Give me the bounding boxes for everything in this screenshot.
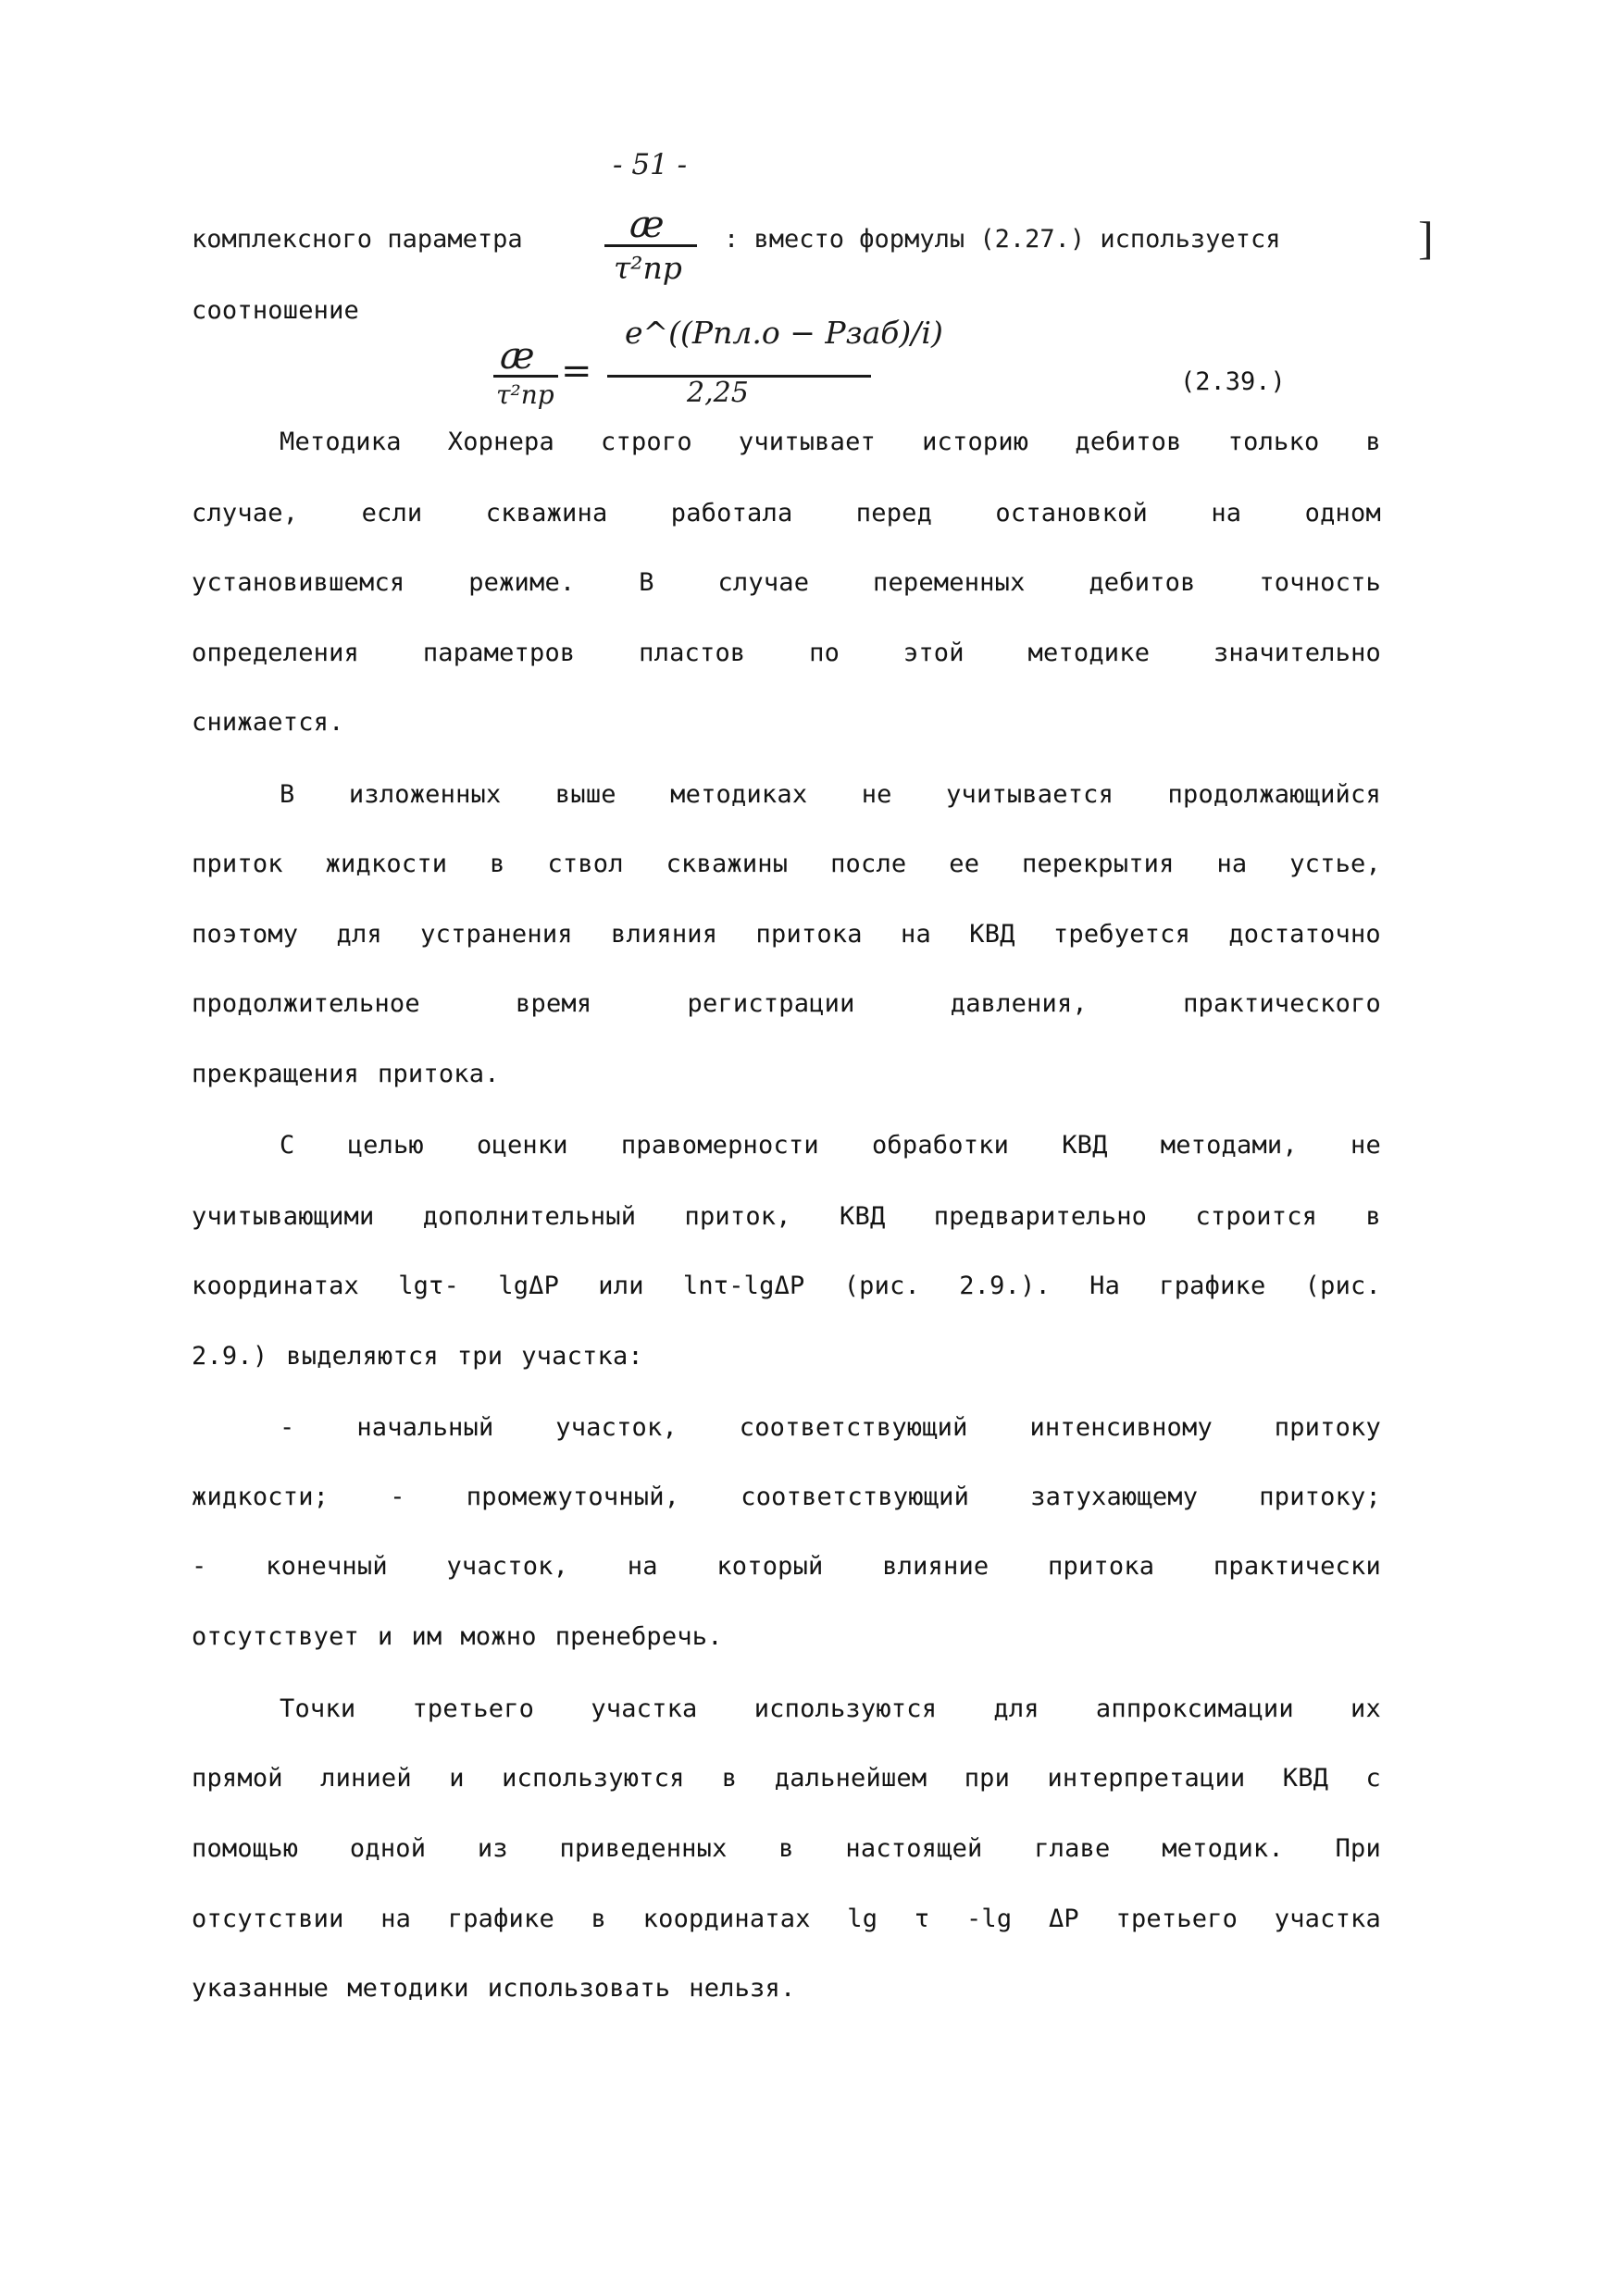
word: В (280, 780, 295, 809)
formula-top-numerator: æ (629, 204, 665, 246)
text-line (192, 708, 1381, 754)
word: на (380, 1905, 412, 1933)
word: выделяются (286, 1342, 439, 1371)
word: три (456, 1342, 504, 1371)
word: (рис. (1304, 1272, 1381, 1300)
word: и (378, 1622, 393, 1651)
word: главе (1034, 1834, 1111, 1863)
word: в (490, 850, 505, 878)
word: после (830, 850, 907, 878)
word: помощью (192, 1834, 299, 1863)
text-line (280, 780, 1381, 826)
word: или (598, 1272, 644, 1300)
word: учитывается (946, 780, 1114, 809)
word: участок, (555, 1413, 678, 1442)
word: влияние (882, 1552, 989, 1581)
word: переменных (872, 568, 1026, 597)
word: остановкой (995, 499, 1148, 527)
formula-top-fraction-bar (604, 244, 697, 247)
word: определения (192, 639, 360, 667)
word: дальнейшем (774, 1764, 927, 1793)
word: Методика (280, 428, 402, 456)
text-line (192, 639, 1381, 685)
word: поэтому (192, 920, 299, 949)
word: жидкости; (192, 1483, 330, 1511)
text-line (280, 1131, 1381, 1177)
word: методиках (670, 780, 808, 809)
text-line (192, 850, 1381, 896)
word: значительно (1213, 639, 1381, 667)
word: -lg (965, 1905, 1013, 1933)
word: продолжительное (192, 989, 420, 1018)
word: в (1365, 1202, 1381, 1231)
word: в (721, 1764, 738, 1793)
word: для (993, 1694, 1039, 1723)
word: τ (914, 1905, 930, 1933)
text-line (192, 1552, 1381, 1598)
word: lgΔP (498, 1272, 560, 1300)
word: продолжающийся (1167, 780, 1381, 809)
formula-top-suffix: : вместо формулы (2.27.) используется (724, 225, 1281, 254)
word: одной (349, 1834, 427, 1863)
word: жидкости (325, 850, 448, 878)
text-line (192, 1905, 1381, 1951)
word: (рис. (843, 1272, 920, 1300)
word: прекращения (192, 1060, 360, 1088)
word: из (477, 1834, 508, 1863)
word: прямой (192, 1764, 283, 1793)
word: изложенных (348, 780, 502, 809)
word: с (1365, 1764, 1381, 1793)
word: устранения (420, 920, 573, 949)
word: используются (753, 1694, 938, 1723)
word: можно (460, 1622, 537, 1651)
word: историю (922, 428, 1029, 456)
text-line (192, 1974, 1381, 2020)
word: методике (1027, 639, 1151, 667)
formula-rhs-numerator: e^((Pпл.o − Pзаб)/i) (625, 315, 943, 351)
word: координатах (642, 1905, 811, 1933)
formula-lhs-denominator: τ²пр (496, 379, 554, 410)
word: третьего (412, 1694, 535, 1723)
text-line (280, 1694, 1381, 1741)
word: участка: (521, 1342, 643, 1371)
word: lgτ- (398, 1272, 460, 1300)
word: предварительно (933, 1202, 1148, 1231)
word: перекрытия (1022, 850, 1175, 878)
word: достаточно (1228, 920, 1381, 949)
word: lnτ-lgΔP (682, 1272, 805, 1300)
word: соответствующий (741, 1483, 970, 1511)
formula-equals: = (561, 350, 592, 392)
word: методами, (1160, 1131, 1298, 1160)
text-line (192, 1764, 1381, 1810)
word: отсутствии (192, 1905, 344, 1933)
word: участка (1274, 1905, 1381, 1933)
text-line (280, 428, 1381, 474)
text-line (192, 920, 1381, 966)
word: скважины (666, 850, 789, 878)
word: графике (1159, 1272, 1266, 1300)
word: снижается. (192, 708, 344, 737)
word: КВД (1062, 1131, 1108, 1160)
word: методики (347, 1974, 469, 2003)
word: при (964, 1764, 1011, 1793)
word: давления, (950, 989, 1088, 1018)
text-line (192, 1834, 1381, 1880)
word: методик. (1162, 1834, 1284, 1863)
word: КВД (840, 1202, 886, 1231)
word: одном (1304, 499, 1381, 527)
word: дебитов (1089, 568, 1196, 597)
word: графике (447, 1905, 554, 1933)
word: притоку (1274, 1413, 1381, 1442)
word: дополнительный (422, 1202, 637, 1231)
word: учитывает (738, 428, 876, 456)
word: не (861, 780, 892, 809)
word: притока (1048, 1552, 1155, 1581)
word: аппроксимации (1095, 1694, 1294, 1723)
word: случае (717, 568, 810, 597)
word: выше (554, 780, 616, 809)
word: практически (1213, 1552, 1381, 1581)
formula-top-prefix: комплексного параметра (192, 225, 523, 254)
word: если (361, 499, 423, 527)
page-number: - 51 - (613, 148, 688, 181)
word: При (1335, 1834, 1381, 1863)
word: участка (591, 1694, 698, 1723)
word: работала (670, 499, 793, 527)
word: координатах (192, 1272, 360, 1300)
word: настоящей (845, 1834, 983, 1863)
word: режиме. (468, 568, 576, 597)
word: целью (347, 1131, 424, 1160)
word: На (1089, 1272, 1121, 1300)
word: строится (1195, 1202, 1318, 1231)
word: и (449, 1764, 465, 1793)
word: - (390, 1483, 405, 1511)
word: указанные (192, 1974, 330, 2003)
word: Хорнера (447, 428, 554, 456)
word: КВД (969, 920, 1015, 949)
word: ΔP (1048, 1905, 1079, 1933)
text-line (280, 1413, 1381, 1459)
word: перед (855, 499, 933, 527)
word: конечный (266, 1552, 388, 1581)
word: приведенных (559, 1834, 728, 1863)
word: требуется (1052, 920, 1191, 949)
formula-rhs-denominator: 2,25 (687, 377, 749, 409)
formula-intro-text: соотношение (192, 296, 360, 325)
word: на (1216, 850, 1248, 878)
word: начальный (356, 1413, 494, 1442)
word: строго (601, 428, 692, 456)
word: практического (1183, 989, 1381, 1018)
word: интенсивному (1029, 1413, 1213, 1442)
word: интерпретации (1047, 1764, 1246, 1793)
word: В (639, 568, 654, 597)
text-line (192, 1202, 1381, 1248)
margin-bracket-mark: ] (1418, 212, 1434, 264)
text-line (192, 1060, 1381, 1106)
text-line (192, 1622, 1381, 1669)
text-line (192, 1272, 1381, 1318)
word: на (1211, 499, 1242, 527)
word: учитывающими (192, 1202, 375, 1231)
word: только (1227, 428, 1320, 456)
word: участок, (446, 1552, 569, 1581)
word: притока. (378, 1060, 500, 1088)
word: 2.9.) (192, 1342, 268, 1371)
word: в (591, 1905, 607, 1933)
word: - (280, 1413, 295, 1442)
word: приток (192, 850, 283, 878)
word: их (1350, 1694, 1381, 1723)
word: параметров (422, 639, 576, 667)
word: случае, (192, 499, 299, 527)
word: в (1365, 428, 1381, 456)
word: С (280, 1131, 295, 1160)
word: им (411, 1622, 442, 1651)
word: регистрации (687, 989, 855, 1018)
word: на (901, 920, 931, 949)
word: для (336, 920, 382, 949)
word: притока (755, 920, 863, 949)
word: правомерности (620, 1131, 819, 1160)
word: точность (1259, 568, 1381, 597)
formula-lhs-numerator: æ (500, 335, 535, 378)
word: 2.9.). (959, 1272, 1051, 1300)
word: дебитов (1075, 428, 1182, 456)
formula-top-denominator: τ²пр (614, 250, 682, 286)
text-line (192, 1342, 1381, 1388)
word: КВД (1282, 1764, 1329, 1793)
word: приток, (684, 1202, 791, 1231)
text-line (192, 499, 1381, 545)
word: на (627, 1552, 658, 1581)
word: по (809, 639, 840, 667)
equation-number: (2.39.) (1180, 367, 1286, 396)
word: использовать (487, 1974, 671, 2003)
word: скважина (485, 499, 608, 527)
word: притоку; (1259, 1483, 1381, 1511)
word: пренебречь. (554, 1622, 723, 1651)
word: соответствующий (739, 1413, 968, 1442)
text-line (192, 989, 1381, 1036)
word: третьего (1115, 1905, 1238, 1933)
word: который (716, 1552, 824, 1581)
word: влияния (611, 920, 718, 949)
word: промежуточный, (466, 1483, 680, 1511)
word: оценки (477, 1131, 568, 1160)
word: устье, (1289, 850, 1381, 878)
word: Точки (280, 1694, 356, 1723)
word: обработки (871, 1131, 1010, 1160)
word: пластов (639, 639, 746, 667)
word: линией (320, 1764, 412, 1793)
word: ее (949, 850, 980, 878)
word: затухающему (1030, 1483, 1199, 1511)
word: - (192, 1552, 207, 1581)
formula-lhs-fraction-bar (493, 375, 558, 378)
word: этой (902, 639, 965, 667)
text-line (192, 568, 1381, 614)
word: ствол (547, 850, 624, 878)
word: отсутствует (192, 1622, 360, 1651)
word: lg (847, 1905, 878, 1933)
word: не (1350, 1131, 1381, 1160)
word: в (778, 1834, 794, 1863)
word: время (516, 989, 592, 1018)
text-line (192, 1483, 1381, 1529)
word: установившемся (192, 568, 405, 597)
word: нельзя. (689, 1974, 796, 2003)
word: используются (502, 1764, 685, 1793)
